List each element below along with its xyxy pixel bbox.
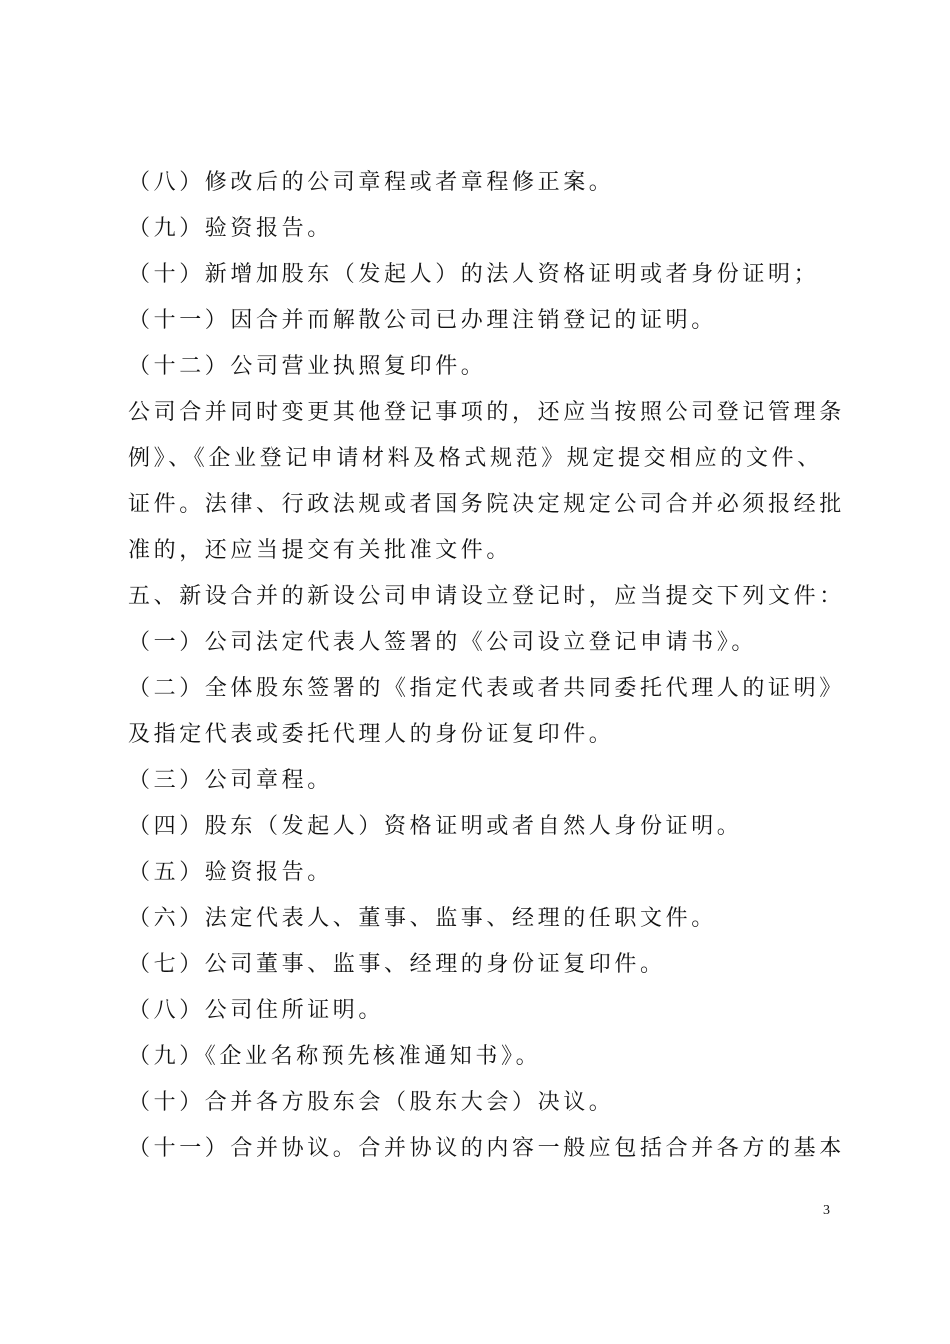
text-line: 例》、《企业登记申请材料及格式规范》规定提交相应的文件、 [128,446,823,471]
text-line: 公司合并同时变更其他登记事项的，还应当按照公司登记管理条 [128,400,845,425]
text-line: （十二）公司营业执照复印件。 [128,354,487,379]
text-line: （九）验资报告。 [128,216,333,241]
text-line: （二）全体股东签署的《指定代表或者共同委托代理人的证明》 [128,676,845,701]
page-number: 3 [823,1203,830,1218]
text-line: （七）公司董事、监事、经理的身份证复印件。 [128,952,666,977]
text-line: （八）修改后的公司章程或者章程修正案。 [128,170,615,195]
text-line: （一）公司法定代表人签署的《公司设立登记申请书》。 [128,630,758,655]
text-line: （十一）因合并而解散公司已办理注销登记的证明。 [128,308,717,333]
section-heading: 五、新设合并的新设公司申请设立登记时，应当提交下列文件： [128,584,845,609]
text-line: （九）《企业名称预先核准通知书》。 [128,1044,542,1069]
document-body [128,160,845,1172]
text-line: （六）法定代表人、董事、监事、经理的任职文件。 [128,906,717,931]
text-line: （五）验资报告。 [128,860,333,885]
text-line: （三）公司章程。 [128,768,333,793]
text-line: （十一）合并协议。合并协议的内容一般应包括合并各方的基本 [128,1136,845,1161]
text-line: 准的，还应当提交有关批准文件。 [128,538,513,563]
text-line: （十）合并各方股东会（股东大会）决议。 [128,1090,615,1115]
text-line: 证件。法律、行政法规或者国务院决定规定公司合并必须报经批 [128,492,845,517]
text-line: （八）公司住所证明。 [128,998,385,1023]
text-line: （四）股东（发起人）资格证明或者自然人身份证明。 [128,814,743,839]
text-line: （十）新增加股东（发起人）的法人资格证明或者身份证明； [128,262,820,287]
text-line: 及指定代表或委托代理人的身份证复印件。 [128,722,615,747]
